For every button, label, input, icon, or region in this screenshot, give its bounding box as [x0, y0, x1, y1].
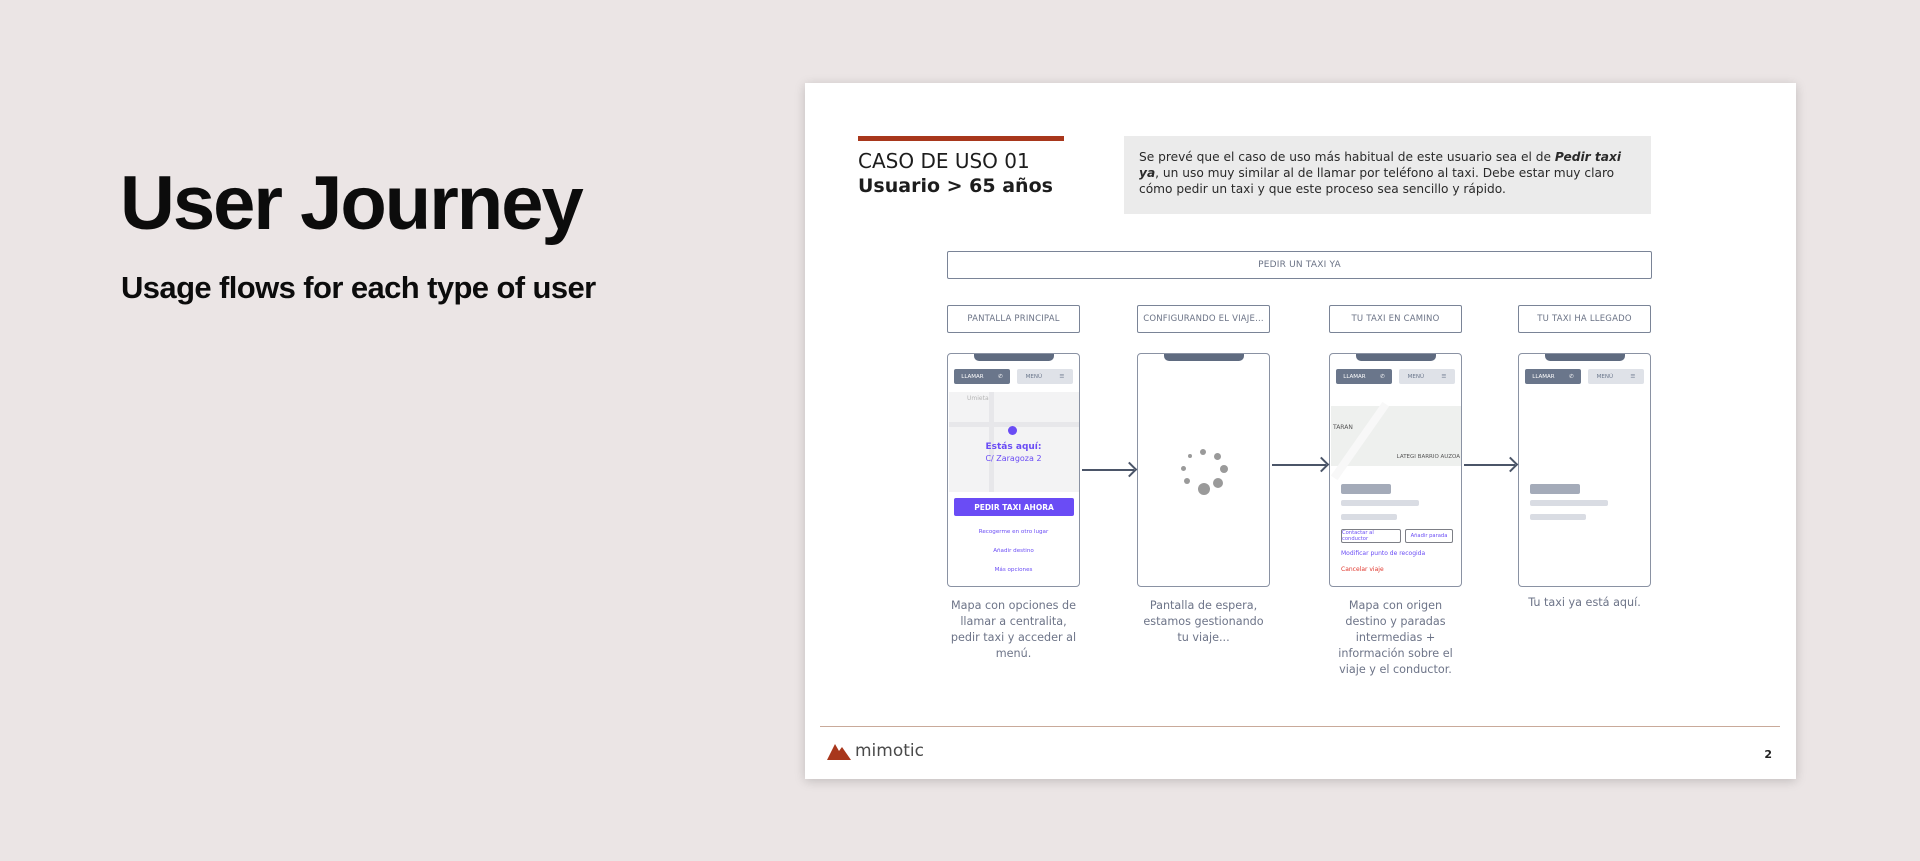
skeleton-line: [1530, 514, 1586, 520]
phone-taxi-on-way-screen: [1329, 353, 1462, 587]
call-button[interactable]: [1525, 369, 1581, 384]
phone-main-screen: [947, 353, 1080, 587]
map-label-right: LATEGI BARRIO AUZOA: [1396, 454, 1460, 460]
step-label-configuring: CONFIGURANDO EL VIAJE...: [1137, 305, 1270, 333]
modify-pickup-link[interactable]: Modificar punto de recogida: [1341, 550, 1426, 557]
description-emphasis: Pedir taxi ya: [1139, 150, 1622, 180]
skeleton-line: [1530, 484, 1580, 494]
loading-spinner-icon: [1178, 449, 1232, 503]
footer-divider: [820, 726, 1780, 727]
hamburger-icon: ☰: [1441, 373, 1447, 380]
hamburger-icon: ☰: [1630, 373, 1636, 380]
step-label-on-way: TU TAXI EN CAMINO: [1329, 305, 1462, 333]
flow-label: PEDIR UN TAXI YA: [947, 251, 1652, 279]
flow-arrow-icon: [1464, 464, 1515, 466]
phone-notch: [1356, 354, 1436, 361]
description-text: Se prevé que el caso de uso más habitual de este usuario sea el de: [1139, 150, 1555, 164]
phone-notch: [1545, 354, 1625, 361]
order-taxi-button[interactable]: PEDIR TAXI AHORA: [954, 498, 1074, 516]
cancel-trip-link[interactable]: Cancelar viaje: [1341, 566, 1384, 573]
page-number: 2: [1764, 748, 1772, 761]
more-options-link[interactable]: Más opciones: [994, 567, 1033, 573]
phone-waiting-screen: [1137, 353, 1270, 587]
hamburger-icon: ☰: [1059, 373, 1065, 380]
menu-label: MENÚ: [1596, 373, 1614, 380]
hero-title: User Journey: [120, 161, 582, 246]
here-label: Estás aquí:: [985, 442, 1042, 452]
description-box: [1124, 136, 1651, 214]
pickup-elsewhere-link[interactable]: Recogerme en otro lugar: [978, 529, 1049, 535]
description-text-end: , un uso muy similar al de llamar por teléfono al taxi. Debe estar muy claro cómo pedir un taxi y que este proceso sea sencillo y rápido.: [1139, 166, 1615, 196]
step-label-main: PANTALLA PRINCIPAL: [947, 305, 1080, 333]
phone-notch: [1164, 354, 1244, 361]
menu-label: MENÚ: [1025, 373, 1043, 380]
call-button[interactable]: [1336, 369, 1392, 384]
menu-button[interactable]: [1017, 369, 1073, 384]
map-label-left: TARAN: [1333, 424, 1353, 431]
phone-notch: [974, 354, 1054, 361]
route-map: [1331, 406, 1462, 466]
phone-taxi-arrived-screen: [1518, 353, 1651, 587]
call-label: LLAMAR: [1343, 373, 1366, 380]
call-label: LLAMAR: [961, 373, 984, 380]
step-caption: Mapa con opciones de llamar a centralita, pedir taxi y acceder al menú.: [950, 599, 1077, 660]
call-label: LLAMAR: [1532, 373, 1555, 380]
add-stop-button[interactable]: Añadir parada: [1405, 529, 1453, 543]
phone-icon: ✆: [1569, 373, 1574, 380]
hero-subtitle: Usage flows for each type of user: [121, 270, 596, 305]
step-caption: Mapa con origen destino y paradas intermedias + información sobre el viaje y el conductor.: [1338, 599, 1453, 676]
logo: [827, 741, 924, 761]
skeleton-line: [1341, 514, 1397, 520]
accent-bar: [858, 136, 1064, 141]
contact-driver-button[interactable]: Contactar al conductor: [1341, 529, 1401, 543]
logo-wordmark: mimotic: [855, 741, 924, 761]
phone-icon: ✆: [1380, 373, 1385, 380]
skeleton-line: [1341, 500, 1419, 506]
step-caption: Pantalla de espera, estamos gestionando tu viaje...: [1143, 599, 1264, 644]
skeleton-line: [1341, 484, 1391, 494]
case-subtitle: Usuario > 65 años: [858, 175, 1053, 197]
flow-arrow-icon: [1082, 469, 1134, 471]
case-title: CASO DE USO 01: [858, 149, 1030, 173]
address-label: C/ Zaragoza 2: [985, 454, 1042, 463]
slide: [805, 83, 1796, 779]
step-caption: Tu taxi ya está aquí.: [1528, 596, 1641, 609]
menu-label: MENÚ: [1407, 373, 1425, 380]
mountain-logo-icon: [827, 742, 851, 760]
skeleton-line: [1530, 500, 1608, 506]
flow-arrow-icon: [1272, 464, 1326, 466]
location-dot-icon: [1008, 426, 1017, 435]
add-destination-link[interactable]: Añadir destino: [993, 548, 1034, 554]
menu-button[interactable]: [1588, 369, 1644, 384]
step-label-arrived: TU TAXI HA LLEGADO: [1518, 305, 1651, 333]
menu-button[interactable]: [1399, 369, 1455, 384]
call-button[interactable]: [954, 369, 1010, 384]
map-place-label: Umieta: [967, 395, 989, 402]
map-road: [1331, 402, 1389, 480]
phone-icon: ✆: [998, 373, 1003, 380]
